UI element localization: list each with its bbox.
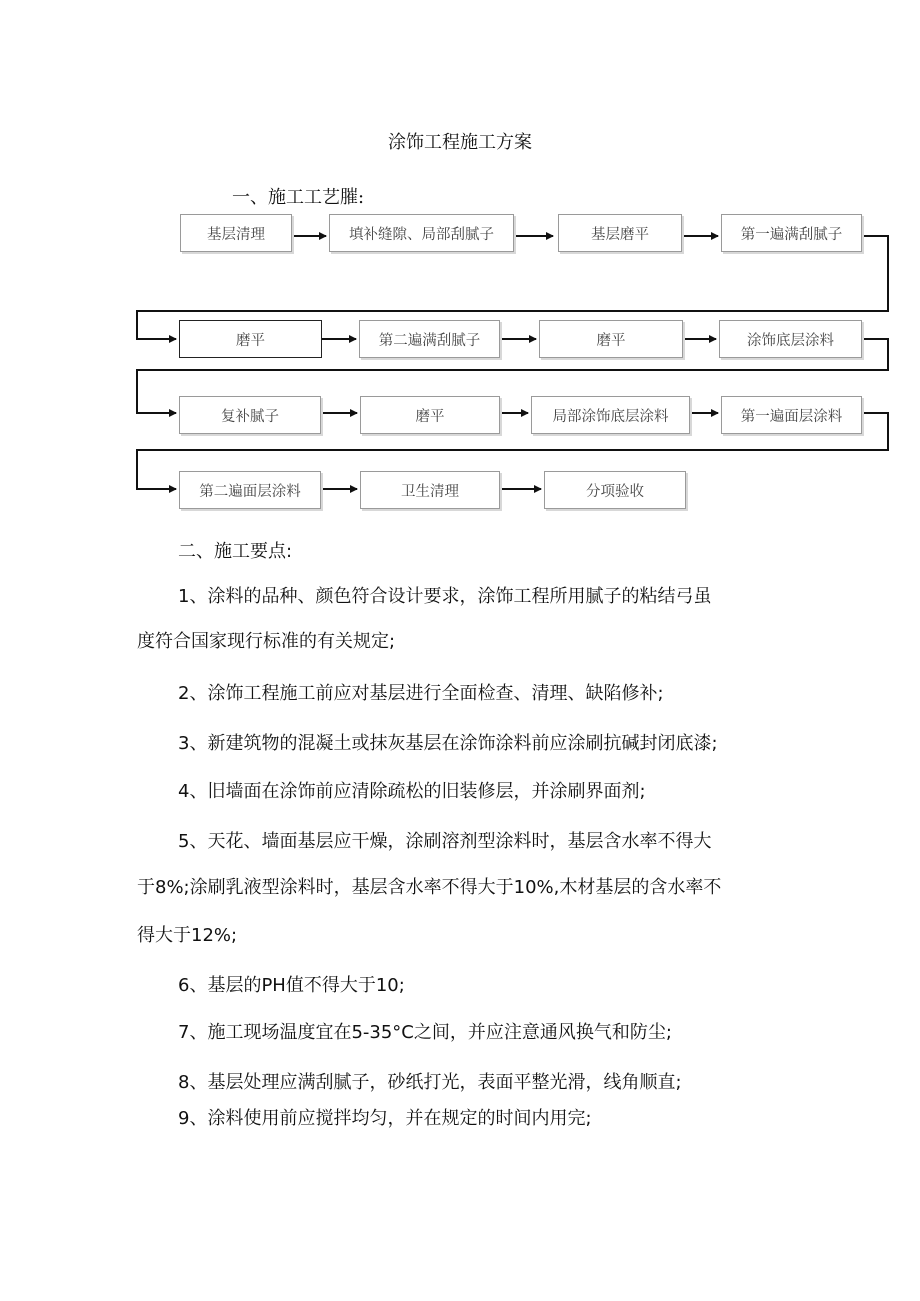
flow-step-sanding-2: 磨平 bbox=[539, 320, 683, 358]
flow-step-first-putty: 第一遍满刮腻子 bbox=[721, 214, 862, 252]
point-1-line-1: 1、涂料的品种、颜色符合设计要求，涂饰工程所用腻子的粘结弓虽 bbox=[178, 586, 712, 607]
flow-step-sanding-1: 磨平 bbox=[179, 320, 322, 358]
flow-step-second-putty: 第二遍满刮腻子 bbox=[359, 320, 500, 358]
flow-step-local-primer: 局部涂饰底层涂料 bbox=[531, 396, 690, 434]
section-2-heading: 二、施工要点: bbox=[178, 541, 293, 562]
flow-step-fill-cracks: 填补缝隙、局部刮腻子 bbox=[329, 214, 514, 252]
flow-step-sanding-3: 磨平 bbox=[360, 396, 500, 434]
point-8: 8、基层处理应满刮腻子，砂纸打光，表面平整光滑，线角顺直; bbox=[178, 1072, 682, 1093]
flow-step-repair-putty: 复补腻子 bbox=[179, 396, 321, 434]
flow-step-second-topcoat: 第二遍面层涂料 bbox=[179, 471, 321, 509]
point-7: 7、施工现场温度宜在5-35°C之间，并应注意通风换气和防尘; bbox=[178, 1022, 672, 1043]
flow-step-cleanup: 卫生清理 bbox=[360, 471, 500, 509]
flow-step-primer: 涂饰底层涂料 bbox=[719, 320, 862, 358]
section-1-heading: 一、施工工艺膗: bbox=[232, 187, 365, 208]
flow-step-first-topcoat: 第一遍面层涂料 bbox=[721, 396, 862, 434]
point-1-line-2: 度符合国家现行标准的有关规定; bbox=[137, 631, 396, 652]
point-2: 2、涂饰工程施工前应对基层进行全面检查、清理、缺陷修补; bbox=[178, 683, 664, 704]
flow-step-base-sanding: 基层磨平 bbox=[558, 214, 682, 252]
point-6: 6、基层的PH值不得大于10; bbox=[178, 975, 405, 996]
point-9: 9、涂料使用前应搅拌均匀，并在规定的时间内用完; bbox=[178, 1108, 592, 1129]
process-flowchart bbox=[0, 0, 920, 530]
point-4: 4、旧墙面在涂饰前应清除疏松的旧装修层，并涂刷界面剂; bbox=[178, 781, 646, 802]
point-5-line-3: 得大于12%; bbox=[137, 925, 238, 946]
point-5-line-1: 5、天花、墙面基层应干燥，涂刷溶剂型涂料时，基层含水率不得大 bbox=[178, 831, 712, 852]
document-title: 涂饰工程施工方案 bbox=[388, 132, 532, 153]
flow-step-acceptance: 分项验收 bbox=[544, 471, 686, 509]
point-5-line-2: 于8%;涂刷乳液型涂料时，基层含水率不得大于10%,木材基层的含水率不 bbox=[137, 877, 722, 898]
flow-step-base-cleaning: 基层清理 bbox=[180, 214, 292, 252]
point-3: 3、新建筑物的混凝土或抹灰基层在涂饰涂料前应涂刷抗碱封闭底漆; bbox=[178, 733, 718, 754]
